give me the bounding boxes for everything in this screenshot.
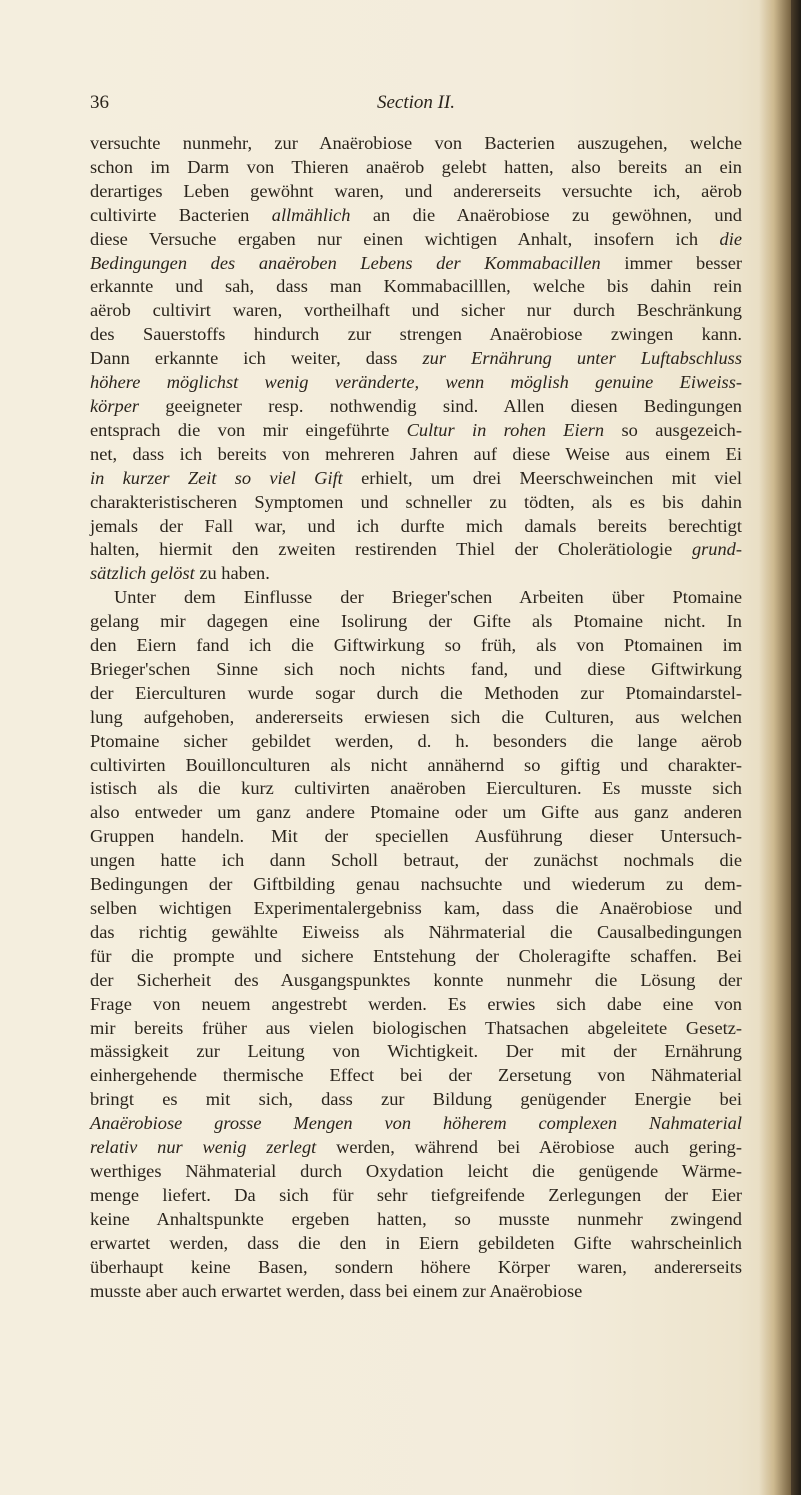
text-line <box>90 252 742 276</box>
text-span: zu haben. <box>194 563 270 584</box>
text-span: net, dass ich bereits von mehreren Jahren auf diese Weise aus einem Ei <box>90 443 742 464</box>
text-line <box>90 1017 742 1041</box>
text-span: erhielt, um drei Meerschweinchen mit viel <box>342 467 742 488</box>
text-line <box>90 634 742 658</box>
text-line <box>90 538 742 562</box>
text-line <box>90 1256 742 1280</box>
text-line <box>90 1112 742 1136</box>
text-span: schon im Darm von Thieren anaërob gelebt hatten, also bereits an ein <box>90 156 742 177</box>
text-line <box>90 299 742 323</box>
text-span: mir bereits früher aus vielen biologischen Thatsachen abgeleitete Gesetz- <box>90 1017 742 1038</box>
text-span: werthiges Nähmaterial durch Oxydation leicht die genügende Wärme- <box>90 1160 742 1181</box>
text-line <box>90 443 742 467</box>
text-line <box>90 1160 742 1184</box>
text-line <box>90 801 742 825</box>
text-span: versuchte nunmehr, zur Anaërobiose von Bacterien auszugehen, welche <box>90 133 742 153</box>
text-line <box>90 1088 742 1112</box>
text-span: diese Versuche ergaben nur einen wichtigen Anhalt, insofern ich <box>90 228 720 249</box>
text-span: gelang mir dagegen eine Isolirung der Gifte als Ptomaine nicht. In <box>90 611 742 632</box>
italic-span: Bedingungen des anaëroben Lebens der Kommabacillen <box>90 252 601 273</box>
italic-span: körper <box>90 395 140 416</box>
text-line <box>90 993 742 1017</box>
text-line <box>90 586 742 610</box>
text-line <box>90 706 742 730</box>
text-span: istisch als die kurz cultivirten anaëroben Eierculturen. Es musste sich <box>90 778 742 799</box>
italic-span: sätzlich gelöst <box>90 563 195 584</box>
text-line <box>90 467 742 491</box>
text-line <box>90 1232 742 1256</box>
text-span: bringt es mit sich, dass zur Bildung genügender Energie bei <box>90 1089 742 1110</box>
text-span: aërob cultivirt waren, vortheilhaft und sicher nur durch Beschränkung <box>90 300 742 321</box>
text-span: Brieger'schen Sinne sich noch nichts fand, und diese Giftwirkung <box>90 658 742 679</box>
text-line <box>90 180 742 204</box>
text-line <box>90 419 742 443</box>
page-number: 36 <box>90 92 109 113</box>
italic-span: höhere möglichst wenig veränderte, wenn möglish genuine Eiweiss- <box>90 372 742 393</box>
text-span: der Eierculturen wurde sogar durch die Methoden zur Ptomaindarstel- <box>90 682 742 703</box>
text-span: des Sauerstoffs hindurch zur strengen Anaërobiose zwingen kann. <box>90 324 742 345</box>
text-span: Dann erkannte ich weiter, dass <box>90 348 423 369</box>
text-line <box>90 562 742 586</box>
text-line <box>90 730 742 754</box>
italic-span: grund- <box>691 539 742 560</box>
text-span: das richtig gewählte Eiweiss als Nährmaterial die Causalbedingungen <box>90 921 742 942</box>
text-line <box>90 228 742 252</box>
text-span: menge liefert. Da sich für sehr tiefgreifende Zerlegungen der Eier <box>90 1184 742 1205</box>
text-line <box>90 1280 742 1304</box>
book-binding-edge <box>791 0 801 1495</box>
body-text <box>90 132 742 1303</box>
text-span: für die prompte und sichere Entstehung der Choleragifte schaffen. Bei <box>90 945 742 966</box>
text-span: lung aufgehoben, andererseits erwiesen sich die Culturen, aus welchen <box>90 706 742 727</box>
text-span: cultivirten Bouillonculturen als nicht annähernd so giftig und charakter- <box>90 754 742 775</box>
text-line <box>90 204 742 228</box>
text-line <box>90 873 742 897</box>
text-line <box>90 1208 742 1232</box>
text-span: werden, während bei Aërobiose auch gering- <box>316 1137 742 1158</box>
text-span: Bedingungen der Giftbilding genau nachsuchte und wiederum zu dem- <box>90 874 742 895</box>
text-line <box>90 1136 742 1160</box>
italic-span: zur Ernährung unter Luftabschluss <box>422 348 742 369</box>
text-span: erkannte und sah, dass man Kommabacilllen, welche bis dahin rein <box>90 276 742 297</box>
text-line <box>90 825 742 849</box>
text-span: keine Anhaltspunkte ergeben hatten, so musste nunmehr zwingend <box>90 1208 742 1229</box>
text-span: überhaupt keine Basen, sondern höhere Körper waren, andererseits <box>90 1256 742 1277</box>
text-span: entsprach die von mir eingeführte <box>90 419 407 440</box>
page-gutter-shadow <box>759 0 801 1495</box>
text-line <box>90 754 742 778</box>
text-span: der Sicherheit des Ausgangspunktes konnte nunmehr die Lösung der <box>90 969 742 990</box>
text-span: immer besser <box>600 252 742 273</box>
text-line <box>90 491 742 515</box>
page-header <box>90 92 742 120</box>
text-line <box>90 395 742 419</box>
text-line <box>90 347 742 371</box>
text-line <box>90 682 742 706</box>
text-span: geeigneter resp. nothwendig sind. Allen diesen Bedingungen <box>139 395 742 416</box>
text-line <box>90 1064 742 1088</box>
text-line <box>90 371 742 395</box>
italic-span: relativ nur wenig zerlegt <box>90 1137 317 1158</box>
text-line <box>90 849 742 873</box>
text-line <box>90 777 742 801</box>
italic-span: Anaërobiose grosse Mengen von höherem complexen Nahmaterial <box>90 1113 742 1134</box>
italic-span: in kurzer Zeit so viel Gift <box>90 467 343 488</box>
text-span: Frage von neuem angestrebt werden. Es erwies sich dabe eine von <box>90 993 742 1014</box>
text-line <box>90 897 742 921</box>
text-span: musste aber auch erwartet werden, dass bei einem zur Anaërobiose <box>90 1280 583 1301</box>
italic-span: die <box>719 228 742 249</box>
italic-span: Cultur in rohen Eiern <box>406 419 605 440</box>
text-line <box>90 323 742 347</box>
text-span: Ptomaine sicher gebildet werden, d. h. besonders die lange aërob <box>90 730 742 751</box>
text-span: mässigkeit zur Leitung von Wichtigkeit. Der mit der Ernährung <box>90 1041 742 1062</box>
text-span: ungen hatte ich dann Scholl betraut, der zunächst nochmals die <box>90 850 742 871</box>
text-span: selben wichtigen Experimentalergebniss kam, dass die Anaërobiose und <box>90 898 742 918</box>
text-span: jemals der Fall war, und ich durfte mich damals bereits berechtigt <box>90 515 742 536</box>
text-line <box>90 1184 742 1208</box>
text-span: cultivirte Bacterien <box>90 204 272 225</box>
text-span: halten, hiermit den zweiten restirenden Thiel der Cholerätiologie <box>90 539 692 560</box>
text-span: einhergehende thermische Effect bei der Zersetung von Nähmaterial <box>90 1065 742 1086</box>
text-line <box>90 1040 742 1064</box>
text-span: charakteristischeren Symptomen und schneller zu tödten, als es bis dahin <box>90 491 742 512</box>
text-span: den Eiern fand ich die Giftwirkung so früh, als von Ptomainen im <box>90 635 742 656</box>
text-span: also entweder um ganz andere Ptomaine oder um Gifte aus ganz anderen <box>90 802 742 823</box>
text-span: erwartet werden, dass die den in Eiern gebildeten Gifte wahrscheinlich <box>90 1232 742 1253</box>
text-line <box>90 515 742 539</box>
text-line <box>90 658 742 682</box>
text-line <box>90 969 742 993</box>
text-span: an die Anaërobiose zu gewöhnen, und <box>350 204 742 225</box>
text-line <box>90 921 742 945</box>
text-span: so ausgezeich- <box>604 419 742 440</box>
running-head: Section II. <box>376 92 456 113</box>
italic-span: allmählich <box>271 204 351 225</box>
text-line <box>90 945 742 969</box>
text-line <box>90 156 742 180</box>
text-span: Unter dem Einflusse der Brieger'schen Arbeiten über Ptomaine <box>114 587 742 608</box>
text-line <box>90 132 742 156</box>
text-line <box>90 610 742 634</box>
text-line <box>90 275 742 299</box>
text-span: derartiges Leben gewöhnt waren, und andererseits versuchte ich, aërob <box>90 180 742 201</box>
text-span: Gruppen handeln. Mit der speciellen Ausführung dieser Untersuch- <box>90 826 742 847</box>
